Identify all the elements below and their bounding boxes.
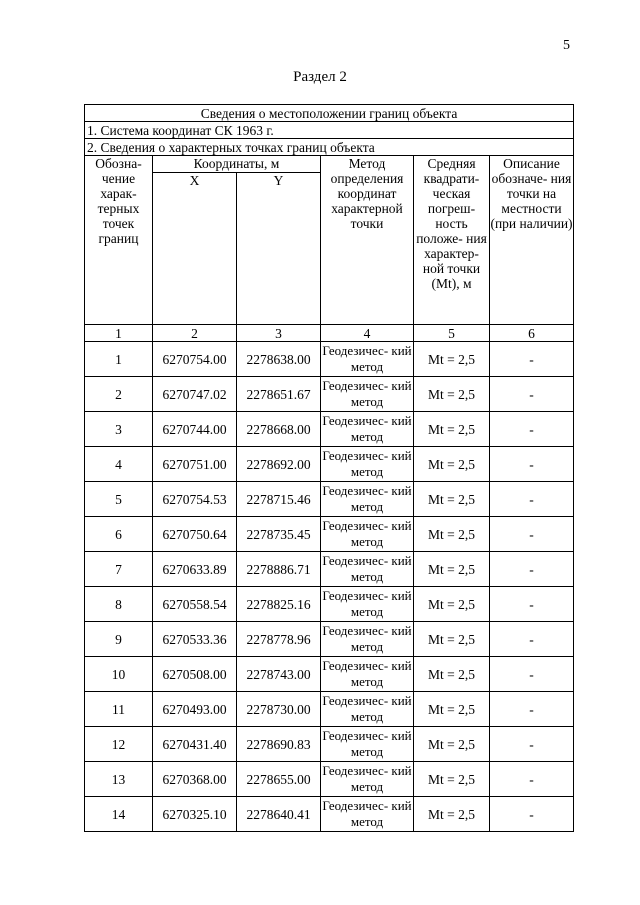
- point-number: 14: [85, 797, 153, 832]
- header-description: Описание обозначе- ния точки на местности (при наличии): [490, 156, 574, 325]
- header-method: Метод определения координат характерной точки: [321, 156, 414, 325]
- mt-value: Mt = 2,5: [414, 552, 490, 587]
- coord-y: 2278690.83: [237, 727, 321, 762]
- page-number: 5: [563, 38, 570, 53]
- table-row: [85, 517, 574, 552]
- method: Геодезичес- кий метод: [321, 342, 414, 377]
- mt-value: Mt = 2,5: [414, 587, 490, 622]
- coord-y: 2278743.00: [237, 657, 321, 692]
- mt-value: Mt = 2,5: [414, 517, 490, 552]
- point-number: 10: [85, 657, 153, 692]
- method: Геодезичес- кий метод: [321, 692, 414, 727]
- table-row: [85, 692, 574, 727]
- table-row: [85, 797, 574, 832]
- coord-x: 6270325.10: [153, 797, 237, 832]
- coord-y: 2278735.45: [237, 517, 321, 552]
- mt-value: Mt = 2,5: [414, 727, 490, 762]
- description: -: [490, 412, 574, 447]
- header-point-designation: Обозна- чение харак- терных точек границ: [85, 156, 153, 325]
- coord-x: 6270744.00: [153, 412, 237, 447]
- coord-system: 1. Система координат СК 1963 г.: [85, 122, 574, 139]
- table-row: [85, 657, 574, 692]
- point-number: 8: [85, 587, 153, 622]
- point-number: 12: [85, 727, 153, 762]
- column-number: 5: [414, 325, 490, 342]
- point-number: 1: [85, 342, 153, 377]
- column-number: 6: [490, 325, 574, 342]
- header-y: Y: [237, 173, 321, 325]
- column-number-row: [85, 325, 574, 342]
- method: Геодезичес- кий метод: [321, 657, 414, 692]
- column-number: 2: [153, 325, 237, 342]
- coord-y: 2278651.67: [237, 377, 321, 412]
- point-number: 9: [85, 622, 153, 657]
- description: -: [490, 482, 574, 517]
- coord-y: 2278730.00: [237, 692, 321, 727]
- coord-x: 6270751.00: [153, 447, 237, 482]
- coord-y: 2278886.71: [237, 552, 321, 587]
- description: -: [490, 342, 574, 377]
- coord-y: 2278668.00: [237, 412, 321, 447]
- table-row: [85, 377, 574, 412]
- point-number: 3: [85, 412, 153, 447]
- column-number: 4: [321, 325, 414, 342]
- point-number: 4: [85, 447, 153, 482]
- boundary-table: [84, 104, 574, 832]
- method: Геодезичес- кий метод: [321, 622, 414, 657]
- table-title: Сведения о местоположении границ объекта: [85, 105, 574, 122]
- method: Геодезичес- кий метод: [321, 727, 414, 762]
- table-row: [85, 622, 574, 657]
- header-x: X: [153, 173, 237, 325]
- method: Геодезичес- кий метод: [321, 412, 414, 447]
- coord-y: 2278655.00: [237, 762, 321, 797]
- table-row: [85, 762, 574, 797]
- section-title: Раздел 2: [293, 69, 347, 85]
- coord-x: 6270431.40: [153, 727, 237, 762]
- table-row: [85, 727, 574, 762]
- method: Геодезичес- кий метод: [321, 517, 414, 552]
- coord-x: 6270493.00: [153, 692, 237, 727]
- coord-y: 2278778.96: [237, 622, 321, 657]
- description: -: [490, 552, 574, 587]
- table-row: [85, 342, 574, 377]
- coord-x: 6270750.64: [153, 517, 237, 552]
- coord-y: 2278692.00: [237, 447, 321, 482]
- coord-y: 2278638.00: [237, 342, 321, 377]
- method: Геодезичес- кий метод: [321, 797, 414, 832]
- point-number: 5: [85, 482, 153, 517]
- table-row: [85, 587, 574, 622]
- column-number: 3: [237, 325, 321, 342]
- table-row: [85, 447, 574, 482]
- description: -: [490, 692, 574, 727]
- mt-value: Mt = 2,5: [414, 447, 490, 482]
- point-number: 6: [85, 517, 153, 552]
- coord-x: 6270508.00: [153, 657, 237, 692]
- coord-x: 6270558.54: [153, 587, 237, 622]
- point-number: 13: [85, 762, 153, 797]
- points-title: 2. Сведения о характерных точках границ объекта: [85, 139, 574, 156]
- point-number: 7: [85, 552, 153, 587]
- method: Геодезичес- кий метод: [321, 552, 414, 587]
- mt-value: Mt = 2,5: [414, 342, 490, 377]
- column-number: 1: [85, 325, 153, 342]
- coord-x: 6270368.00: [153, 762, 237, 797]
- description: -: [490, 377, 574, 412]
- point-number: 2: [85, 377, 153, 412]
- method: Геодезичес- кий метод: [321, 482, 414, 517]
- table-row: [85, 412, 574, 447]
- mt-value: Mt = 2,5: [414, 762, 490, 797]
- coord-y: 2278640.41: [237, 797, 321, 832]
- description: -: [490, 517, 574, 552]
- point-number: 11: [85, 692, 153, 727]
- mt-value: Mt = 2,5: [414, 797, 490, 832]
- coord-x: 6270533.36: [153, 622, 237, 657]
- coord-x: 6270754.53: [153, 482, 237, 517]
- mt-value: Mt = 2,5: [414, 622, 490, 657]
- mt-value: Mt = 2,5: [414, 692, 490, 727]
- mt-value: Mt = 2,5: [414, 657, 490, 692]
- method: Геодезичес- кий метод: [321, 762, 414, 797]
- method: Геодезичес- кий метод: [321, 377, 414, 412]
- table-row: [85, 482, 574, 517]
- description: -: [490, 762, 574, 797]
- mt-value: Mt = 2,5: [414, 482, 490, 517]
- header-error: Средняя квадрати- ческая погреш- ность положе- ния характер- ной точки (Mt), м: [414, 156, 490, 325]
- description: -: [490, 657, 574, 692]
- coord-x: 6270754.00: [153, 342, 237, 377]
- description: -: [490, 727, 574, 762]
- coord-y: 2278715.46: [237, 482, 321, 517]
- table-row: [85, 552, 574, 587]
- description: -: [490, 622, 574, 657]
- coord-x: 6270633.89: [153, 552, 237, 587]
- coord-x: 6270747.02: [153, 377, 237, 412]
- method: Геодезичес- кий метод: [321, 587, 414, 622]
- method: Геодезичес- кий метод: [321, 447, 414, 482]
- description: -: [490, 447, 574, 482]
- header-coordinates: Координаты, м: [153, 156, 321, 173]
- coord-y: 2278825.16: [237, 587, 321, 622]
- description: -: [490, 797, 574, 832]
- mt-value: Mt = 2,5: [414, 412, 490, 447]
- mt-value: Mt = 2,5: [414, 377, 490, 412]
- description: -: [490, 587, 574, 622]
